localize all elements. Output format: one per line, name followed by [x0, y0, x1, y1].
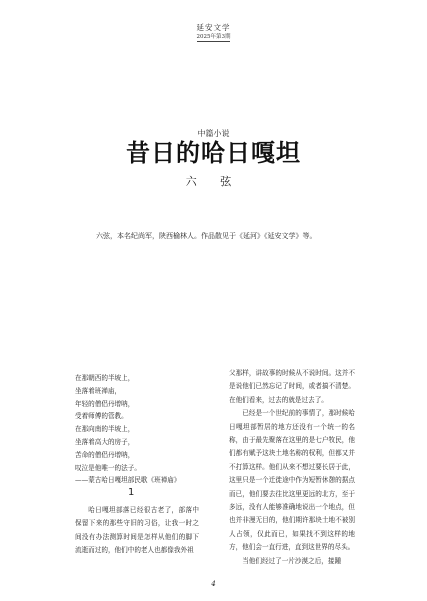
poem-line: 年轻的僧侣丹增呐， — [75, 399, 135, 408]
magazine-name: 延安文学 — [196, 23, 231, 32]
body-column-left — [75, 504, 199, 558]
section-number: 1 — [128, 487, 135, 498]
page-number: 4 — [211, 580, 216, 588]
poem-source: ——蒙古哈日嘎坦部民歌《班禅庙》 — [75, 476, 181, 485]
body-paragraph: 哈日嘎坦部落已经很古老了，部落中保留下来的那些守旧的习俗，让我一时之间没有办法测算时间是怎样从他们的脚下流逝而过的，他们中的老人也都像我外祖 — [75, 506, 199, 555]
poem-line: 苦命的僧侣丹增呐， — [75, 450, 135, 459]
body-paragraph: 父那样，讲故事的时候从不说时间。这并不是说他们已然忘记了时间，或者搞不清楚。在他们看来，过去的就是过去了。 — [229, 369, 355, 404]
author-name: 六 弦 — [185, 175, 242, 188]
poem-line: 受着师傅的管教。 — [75, 412, 128, 421]
poem-line: 在那朝西的半坡上， — [75, 374, 135, 382]
poem-line: 在那向南的半坡上， — [75, 425, 135, 434]
issue-label: 2025年第3期 — [196, 34, 231, 40]
author-bio: 六弦，本名纪尚军，陕西榆林人。作品散见于《延河》《延安文学》等。 — [96, 232, 317, 240]
poem-line: 叹泣是他唯一的法子。 — [75, 463, 141, 472]
poem-line: 坐落着高大的房子， — [75, 437, 135, 446]
poem-line: 坐落着班禅庙， — [75, 386, 122, 395]
genre-label: 中篇小说 — [197, 129, 230, 138]
article-title: 昔日的哈日嘎坦 — [126, 139, 301, 167]
header-divider — [197, 41, 230, 42]
epigraph-poem — [75, 372, 195, 487]
body-column-right — [229, 367, 355, 568]
body-paragraph: 已经是一个世纪前的事情了，那时候哈日嘎坦部暂居的地方还没有一个统一的名称，由于最先聚落在这里的是七户牧民，他们都有赋予这块土地名称的权利，但都又并不打算这样。他们从来不想过要长居于此，这里只是一个迁徙途中作为短暂休憩的据点而已，他们要去往比这里更远的北方，至于多远，没有人能够准确地说出一个地点，但也并非漫无目的，他们期许那块土地不被别人占领，仅此而已，如果找不到这样的地方，他们会一直行进，直到这世界的尽头。 — [229, 409, 355, 552]
body-paragraph: 当他们经过了一片沙漠之后，接踵 — [242, 556, 342, 565]
